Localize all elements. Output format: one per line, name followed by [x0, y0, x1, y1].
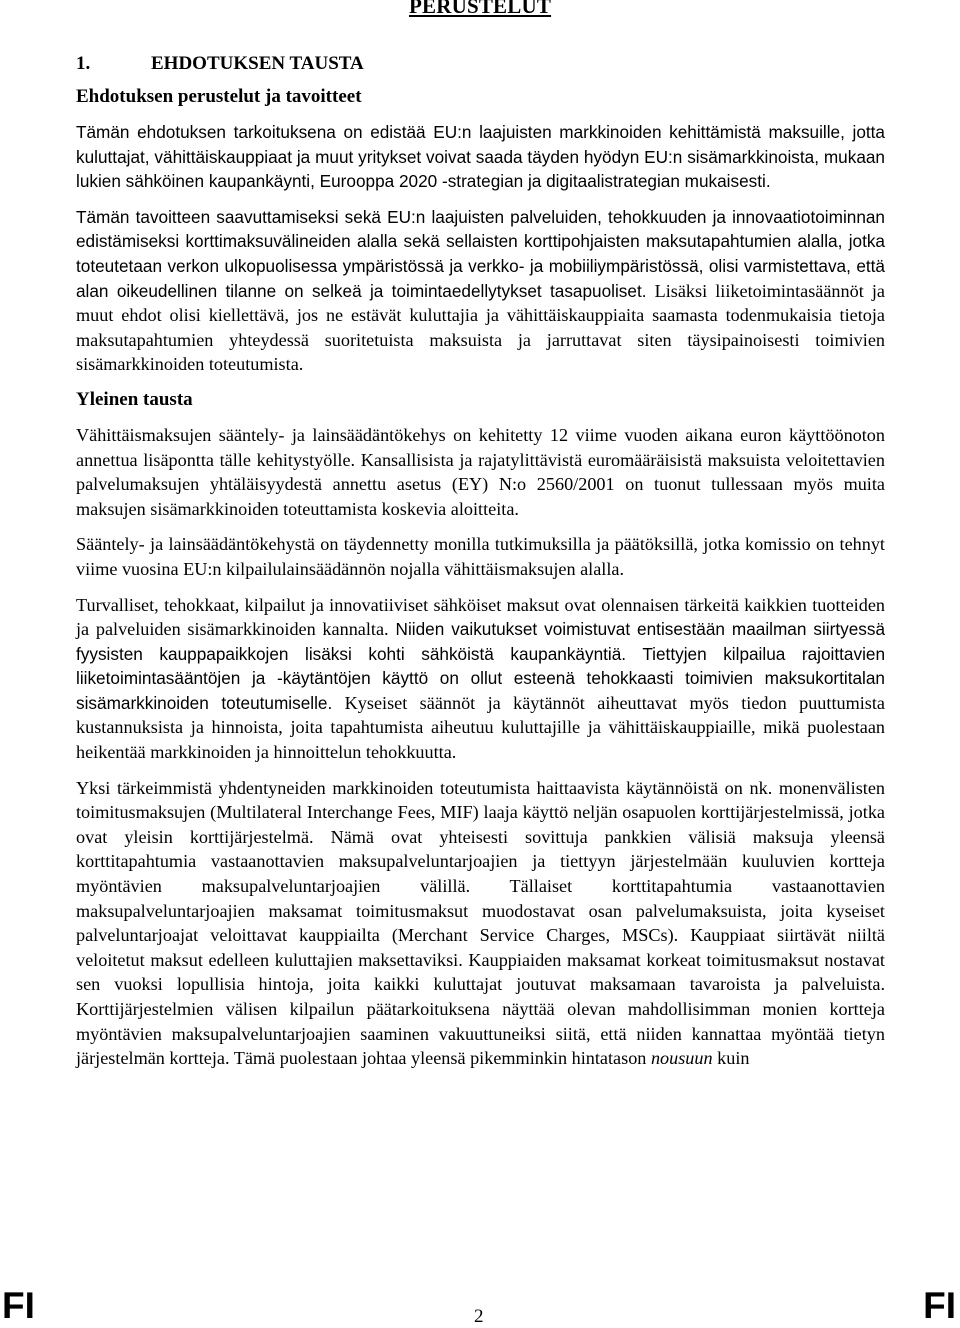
subheading-general: Yleinen tausta: [76, 388, 193, 410]
paragraph-6: [76, 776, 885, 1071]
paragraph-6-italic-word: nousuun: [650, 1048, 713, 1069]
paragraph-3-part-a: Vähittäismaksujen sääntely- ja lainsäädäntökehys on kehitetty 12 viime vuoden aikana euron käyttöönoton annettua lisäpontta tälle kehitystyölle.: [76, 424, 885, 470]
paragraph-3: [76, 423, 885, 521]
section-number: 1.: [76, 53, 91, 74]
paragraph-5-part-d: Kyseiset säännöt ja käytännöt aiheuttavat myös tiedon puuttumista kustannuksista ja hinnoista, joita tapahtumista aiheutuu kuluttajille ja vähittäiskauppiaille, mikä puolestaan heikentää markkinoiden ja hinnoittelun tehokkuutta.: [76, 692, 885, 763]
section-heading: [76, 52, 885, 76]
paragraph-5-part-b: Niiden vaikutukset voimistuvat entisestään maailman siirtyessä fyysisten kauppapaikkojen lisäksi kohti sähköistä kaupankäyntiä.: [76, 619, 886, 664]
paragraph-4: Sääntely- ja lainsäädäntökehystä on täydennetty monilla tutkimuksilla ja päätöksillä, jotka komissio on tehnyt viime vuosina EU:n kilpailulainsäädännön nojalla vähittäismaksujen alalla.: [76, 534, 885, 579]
paragraph-2-part-a: Tämän tavoitteen saavuttamiseksi sekä EU:n laajuisten palveluiden, tehokkuuden ja innovaatiotoiminnan edistämiseksi korttimaksuvälineiden alalla sekä sellaisten korttipohjaisten maksutapahtumien alalla, jotka toteutetaan verkon ulkopuolisessa ympäristössä ja verkko- ja mobiiliympäristössä, olisi varmistettava, että alan oikeudellinen tilanne on selkeä ja toimintaedellytykset tasapuoliset.: [76, 206, 885, 301]
paragraph-3-part-b: Kansallisista ja rajatylittävistä euromääräisistä maksuista veloitettavien palvelumaksujen yhtäläisyydestä annettu asetus (EY) N:o 2560/2001 on tuonut tullessaan myös muita maksujen sisämarkkinoiden toteuttamista koskevia aloitteita.: [76, 449, 885, 519]
paragraph-5-part-c: Tiettyjen kilpailua rajoittavien liiketoimintasääntöjen ja -käytäntöjen käyttö on ollut esteenä tehokkaasti toimivien maksukortitalan sisämarkkinoiden toteutumiselle.: [76, 643, 886, 713]
paragraph-6-part-e: Kauppiaiden maksamat korkeat toimitusmaksut nostavat sen vuoksi lopullisia hintoja, joita kaikki kuluttajat joutuvat maksamaan tavaroista ja palveluista.: [76, 949, 885, 995]
paragraph-6-part-h: kuin: [712, 1048, 750, 1069]
paragraph-6-part-a: Yksi tärkeimmistä yhdentyneiden markkinoiden toteutumista haittaavista käytännöistä on nk. monenvälisten toimitusmaksujen (Multilateral Interchange Fees, MIF) laaja käyttö neljän osapuolen korttijärjestelmissä, jotka ovat yleisin korttijärjestelmä.: [76, 777, 885, 847]
paragraph-6-part-d: Kauppiaat siirtävät niiltä veloitetut maksut edelleen kuluttajien maksettaviksi.: [76, 925, 885, 970]
paragraph-6-part-b: Nämä ovat yhteisesti sovittuja pankkien välisiä maksuja yleensä korttitapahtumia vastaanottavien maksupalveluntarjoajien ja tiettyyn järjestelmään kuuluvien kortteja myöntävien maksupalveluntarjoajien välillä.: [76, 826, 885, 897]
paragraph-6-part-f: Korttijärjestelmien välisen kilpailun päätarkoituksena näyttää olevan mahdollisimman monien kortteja myöntävien maksupalveluntarjoajien saaminen vakuuttuneiksi siitä, että niiden kannattaa myöntää tietyn järjestelmän kortteja.: [76, 999, 885, 1069]
section-title: EHDOTUKSEN TAUSTA: [151, 53, 364, 74]
paragraph-1: Tämän ehdotuksen tarkoituksena on edistää EU:n laajuisten markkinoiden kehittämistä maksuille, jotta kuluttajat, vähittäiskauppiaat ja muut yritykset voivat saada täyden hyödyn EU:n sisämarkkinoista, mukaan lukien sähköinen kaupankäynti, Eurooppa 2020 -strategian ja digitaalistrategian mukaisesti.: [76, 122, 885, 192]
paragraph-5: [76, 593, 885, 765]
paragraph-2: [76, 205, 885, 377]
paragraph-6-part-g: Tämä puolestaan johtaa yleensä pikemminkin hintatason: [229, 1048, 651, 1069]
document-body: [76, 52, 885, 1082]
paragraph-5-part-a: Turvalliset, tehokkaat, kilpailut ja innovatiiviset sähköiset maksut ovat olennaisen tärkeitä kaikkien tuotteiden ja palveluiden sisämarkkinoiden kannalta.: [76, 594, 885, 640]
document-title: PERUSTELUT: [409, 0, 552, 18]
paragraph-2-part-b: Lisäksi liiketoimintasäännöt ja muut ehdot olisi kiellettävä, jos ne estävät kuluttajia ja vähittäiskauppiaita saamasta todenmukaisia tietoja maksutapahtumien yhteydessä suoritetuista maksuista ja jarruttavat siten täysipainoisesti toimivien sisämarkkinoiden toteutumista.: [76, 280, 885, 375]
page-number: 2: [474, 1306, 484, 1327]
footer-language-right: FI: [923, 1285, 956, 1326]
footer-language-left: FI: [2, 1285, 35, 1326]
paragraph-6-part-c: Tällaiset korttitapahtumia vastaanottavien maksupalveluntarjoajien maksamat toimitusmaksut muodostavat osan palvelumaksuista, joita kyseiset palveluntarjoajat veloittavat kauppiailta (Merchant Service Charges, MSCs).: [76, 876, 885, 946]
subheading-basis: Ehdotuksen perustelut ja tavoitteet: [76, 86, 362, 107]
